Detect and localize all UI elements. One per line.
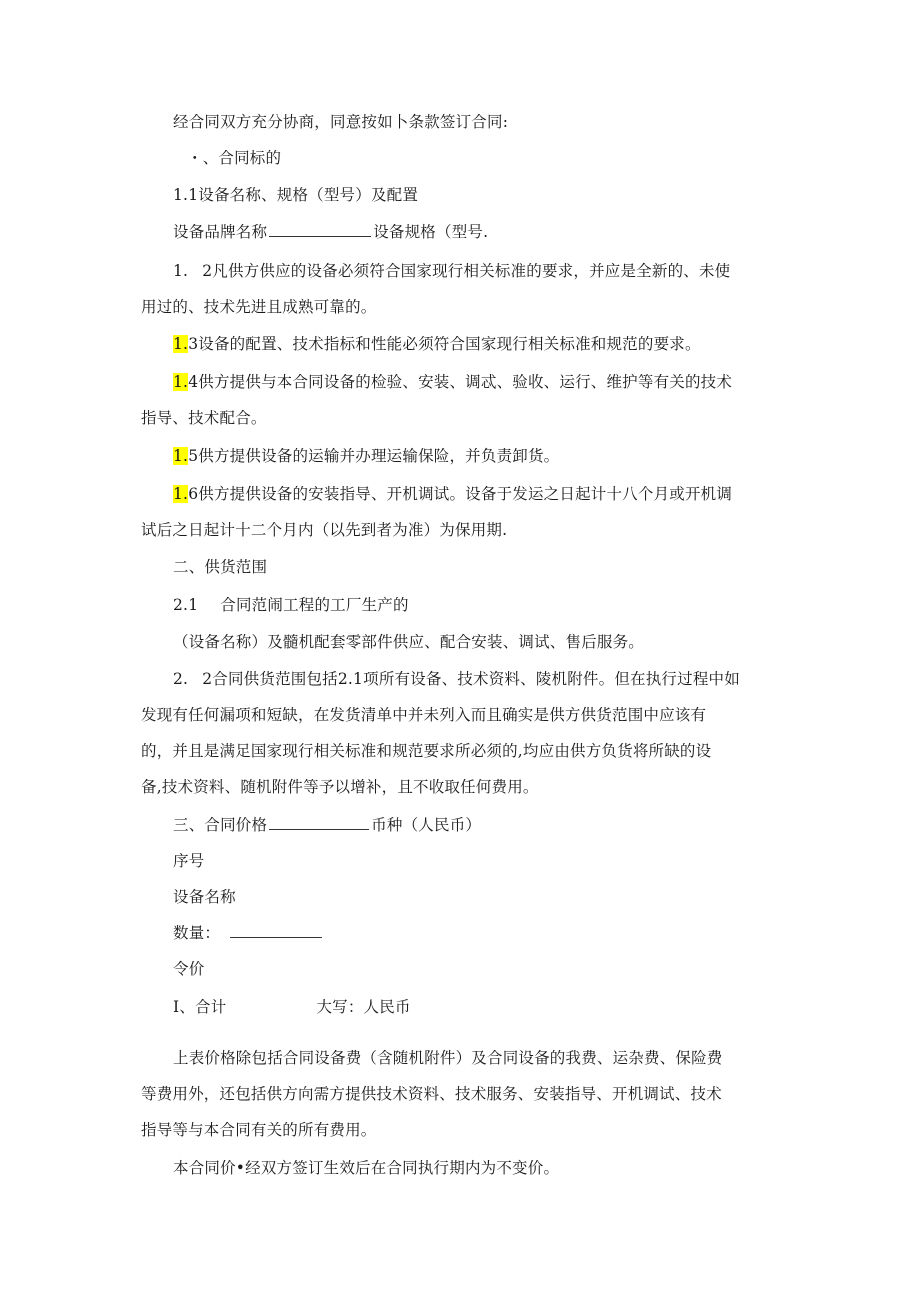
total-line xyxy=(173,996,411,1018)
clause-2-2-line4: 备,技术资料、随机附件等予以增补，且不收取任何费用。 xyxy=(141,778,539,796)
clause-2-2-line2: 发现有任何漏项和短缺，在发货清单中并未列入而且确实是供方供货范围中应该有 xyxy=(141,706,707,724)
clause-2-1 xyxy=(173,594,409,616)
quantity-blank xyxy=(230,922,322,938)
clause-1-4-text: 4供方提供与本合同设备的检验、安装、调忒、验收、运行、维护等有关的技术 xyxy=(188,373,733,391)
clause-1-6-highlight: 1. xyxy=(173,485,189,503)
brand-blank xyxy=(269,221,371,237)
clause-2-1-line2: （设备名称）及髓机配套零部件供应、配合安装、调试、售后服务。 xyxy=(173,633,645,651)
clause-2-2-number: 2. xyxy=(173,670,189,688)
clause-1-4-line1 xyxy=(173,371,732,393)
total-caps-label: 大写：人民币 xyxy=(316,998,411,1016)
price-note-line2: 等费用外，还包括供方向需方提供技术资料、技术服务、安装指导、开机调试、技术 xyxy=(141,1085,722,1103)
total-label: I、合计 xyxy=(173,998,227,1016)
clause-1-1: 1.1设备名称、规格（型号）及配置 xyxy=(173,186,419,204)
field-quantity: 数量： xyxy=(173,924,221,942)
brand-label: 设备品牌名称 xyxy=(173,223,268,241)
clause-1-2-number: 1. xyxy=(173,262,189,280)
field-unit-price: 令价 xyxy=(173,960,205,978)
field-sequence: 序号 xyxy=(173,852,205,870)
clause-1-5-text: 5供方提供设备的运输并办理运输保险，并负责卸货。 xyxy=(188,447,560,465)
currency-label: 币种（人民币） xyxy=(371,816,482,834)
price-blank xyxy=(269,814,369,830)
section-1-heading: ・、合同标的 xyxy=(187,149,282,167)
field-equipment-name: 设备名称 xyxy=(173,888,236,906)
clause-2-2-line1 xyxy=(173,668,740,690)
price-note-line3: 指导等与本合同有关的所有费用。 xyxy=(141,1121,377,1139)
section-2-heading: 二、供货范围 xyxy=(173,558,268,576)
fixed-price-note: 本合同价•经双方签订生效后在合同执行期内为不变价。 xyxy=(173,1159,560,1177)
equipment-brand-line xyxy=(173,221,488,243)
clause-1-3-highlight: 1. xyxy=(173,335,189,353)
price-note-line1: 上表价格除包括合同设备费（含随机附件）及合同设备的我费、运杂费、保险费 xyxy=(173,1049,723,1067)
clause-1-3-text: 3设备的配置、技术指标和性能必须符合国家现行相关标准和规范的要求。 xyxy=(188,335,701,353)
section-3-heading-line xyxy=(173,814,481,836)
clause-1-6-line1 xyxy=(173,483,732,505)
clause-2-2-text: 2合同供货范围包括2.1项所有设备、技术资料、陵机附件。但在执行过程中如 xyxy=(202,670,740,688)
clause-2-1-text: 合同范闹工程的工厂生产的 xyxy=(220,596,409,614)
spec-label: 设备规格（型号. xyxy=(373,223,489,241)
clause-1-6-text: 6供方提供设备的安装指导、开机调试。设备于发运之日起计十八个月或开机调 xyxy=(188,485,733,503)
clause-1-6-line2: 试后之日起计十二个月内（以先到者为准）为保用期. xyxy=(141,521,508,539)
clause-1-4-highlight: 1. xyxy=(173,373,189,391)
clause-2-2-line3: 的，并且是满足国家现行相关标准和规范要求所必须的,均应由供方负货将所缺的设 xyxy=(141,742,712,760)
clause-1-2-text: 2凡供方供应的设备必须符合国家现行相关标准的要求，并应是全新的、未使 xyxy=(202,262,731,280)
clause-1-2-line2: 用过的、技术先进且成熟可靠的。 xyxy=(141,298,377,316)
clause-1-5 xyxy=(173,445,559,467)
clause-1-4-line2: 指导、技术配合。 xyxy=(141,409,267,427)
field-quantity-line xyxy=(173,922,324,944)
intro-text: 经合同双方充分协商，同意按如卜条款签订合同: xyxy=(173,113,509,131)
clause-1-5-highlight: 1. xyxy=(173,447,189,465)
clause-2-1-number: 2.1 xyxy=(173,596,199,614)
section-3-heading: 三、合同价格 xyxy=(173,816,268,834)
clause-1-2-line1 xyxy=(173,260,730,282)
clause-1-3 xyxy=(173,333,701,355)
